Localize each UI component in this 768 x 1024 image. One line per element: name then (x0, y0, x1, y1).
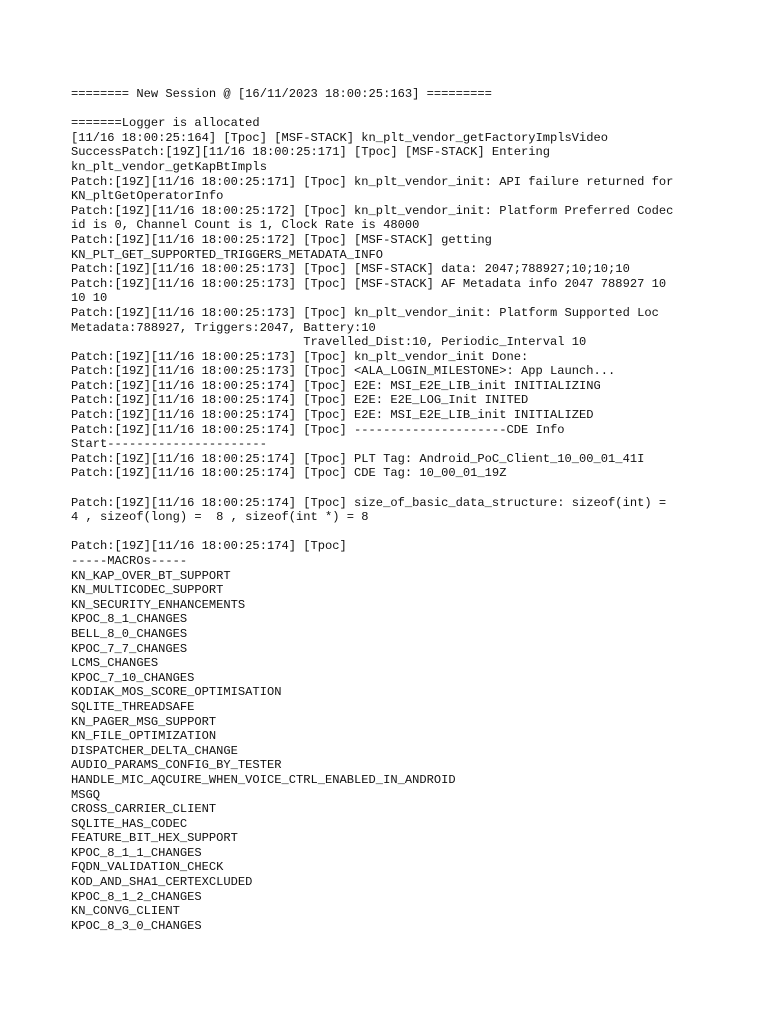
log-line: id is 0, Channel Count is 1, Clock Rate is 48000 (71, 218, 420, 233)
log-line: Patch:[19Z][11/16 18:00:25:174] [Tpoc] E2E: MSI_E2E_LIB_init INITIALIZED (71, 408, 594, 423)
log-line: Patch:[19Z][11/16 18:00:25:172] [Tpoc] kn_plt_vendor_init: Platform Preferred Codec (71, 203, 674, 218)
log-line: CROSS_CARRIER_CLIENT (71, 802, 217, 817)
log-line: AUDIO_PARAMS_CONFIG_BY_TESTER (71, 758, 282, 773)
log-line: Patch:[19Z][11/16 18:00:25:174] [Tpoc] E2E: E2E_LOG_Init INITED (71, 393, 529, 408)
log-line: kn_plt_vendor_getKapBtImpls (71, 159, 267, 174)
log-line: KN_pltGetOperatorInfo (71, 189, 224, 204)
log-line: Travelled_Dist:10, Periodic_Interval 10 (71, 335, 587, 350)
log-line: [11/16 18:00:25:164] [Tpoc] [MSF-STACK] kn_plt_vendor_getFactoryImplsVideo (71, 130, 609, 145)
log-line: KN_KAP_OVER_BT_SUPPORT (71, 568, 231, 583)
log-line: Patch:[19Z][11/16 18:00:25:174] [Tpoc] ---------------------CDE Info (71, 422, 565, 437)
log-line: Patch:[19Z][11/16 18:00:25:174] [Tpoc] PLT Tag: Android_PoC_Client_10_00_01_41I (71, 451, 645, 466)
log-line: Patch:[19Z][11/16 18:00:25:174] [Tpoc] E2E: MSI_E2E_LIB_init INITIALIZING (71, 378, 601, 393)
log-line: KN_SECURITY_ENHANCEMENTS (71, 597, 246, 612)
log-line: Patch:[19Z][11/16 18:00:25:173] [Tpoc] [MSF-STACK] AF Metadata info 2047 788927 10 (71, 276, 667, 291)
log-line: 10 10 (71, 291, 108, 306)
log-text (71, 87, 751, 933)
log-line: Patch:[19Z][11/16 18:00:25:173] [Tpoc] kn_plt_vendor_init Done: (71, 349, 529, 364)
blank-line (71, 102, 751, 117)
log-line: KPOC_7_10_CHANGES (71, 670, 195, 685)
log-line: DISPATCHER_DELTA_CHANGE (71, 743, 238, 758)
log-line: Patch:[19Z][11/16 18:00:25:171] [Tpoc] kn_plt_vendor_init: API failure returned for (71, 174, 674, 189)
log-line: KN_FILE_OPTIMIZATION (71, 729, 217, 744)
log-line: SQLITE_THREADSAFE (71, 699, 195, 714)
log-line: KPOC_8_1_2_CHANGES (71, 889, 202, 904)
log-line: KOD_AND_SHA1_CERTEXCLUDED (71, 875, 253, 890)
log-line: Patch:[19Z][11/16 18:00:25:173] [Tpoc] <ALA_LOGIN_MILESTONE>: App Launch... (71, 364, 616, 379)
log-line: ======== New Session @ [16/11/2023 18:00:25:163] ========= (71, 87, 492, 101)
log-line: Patch:[19Z][11/16 18:00:25:174] [Tpoc] CDE Tag: 10_00_01_19Z (71, 466, 507, 481)
blank-line (71, 525, 751, 540)
log-line: KPOC_8_1_CHANGES (71, 612, 188, 627)
log-line: KPOC_8_1_1_CHANGES (71, 845, 202, 860)
log-line: KPOC_7_7_CHANGES (71, 641, 188, 656)
log-line: KODIAK_MOS_SCORE_OPTIMISATION (71, 685, 282, 700)
log-line: LCMS_CHANGES (71, 656, 159, 671)
log-line: KN_CONVG_CLIENT (71, 904, 180, 919)
log-line: Patch:[19Z][11/16 18:00:25:172] [Tpoc] [MSF-STACK] getting (71, 232, 492, 247)
log-line: MSGQ (71, 787, 101, 802)
log-line: SuccessPatch:[19Z][11/16 18:00:25:171] [Tpoc] [MSF-STACK] Entering (71, 145, 550, 160)
log-line: KPOC_8_3_0_CHANGES (71, 918, 202, 933)
log-line: KN_MULTICODEC_SUPPORT (71, 583, 224, 598)
log-line: Start---------------------- (71, 437, 267, 452)
log-line: BELL_8_0_CHANGES (71, 626, 188, 641)
log-line: 4 , sizeof(long) = 8 , sizeof(int *) = 8 (71, 510, 369, 525)
log-line: KN_PAGER_MSG_SUPPORT (71, 714, 217, 729)
log-line: Patch:[19Z][11/16 18:00:25:173] [Tpoc] [MSF-STACK] data: 2047;788927;10;10;10 (71, 262, 630, 277)
log-line: -----MACROs----- (71, 554, 188, 568)
log-line: =======Logger is allocated (71, 116, 260, 131)
log-line: KN_PLT_GET_SUPPORTED_TRIGGERS_METADATA_INFO (71, 247, 384, 262)
log-line: SQLITE_HAS_CODEC (71, 816, 188, 831)
log-line: FEATURE_BIT_HEX_SUPPORT (71, 831, 238, 846)
blank-line (71, 481, 751, 496)
log-line: Patch:[19Z][11/16 18:00:25:174] [Tpoc] (71, 539, 347, 554)
log-line: HANDLE_MIC_AQCUIRE_WHEN_VOICE_CTRL_ENABLED_IN_ANDROID (71, 772, 456, 787)
log-line: Metadata:788927, Triggers:2047, Battery:10 (71, 320, 376, 335)
log-line: FQDN_VALIDATION_CHECK (71, 860, 224, 875)
log-line: Patch:[19Z][11/16 18:00:25:173] [Tpoc] kn_plt_vendor_init: Platform Supported Loc (71, 305, 659, 320)
log-line: Patch:[19Z][11/16 18:00:25:174] [Tpoc] size_of_basic_data_structure: sizeof(int) = (71, 495, 667, 510)
